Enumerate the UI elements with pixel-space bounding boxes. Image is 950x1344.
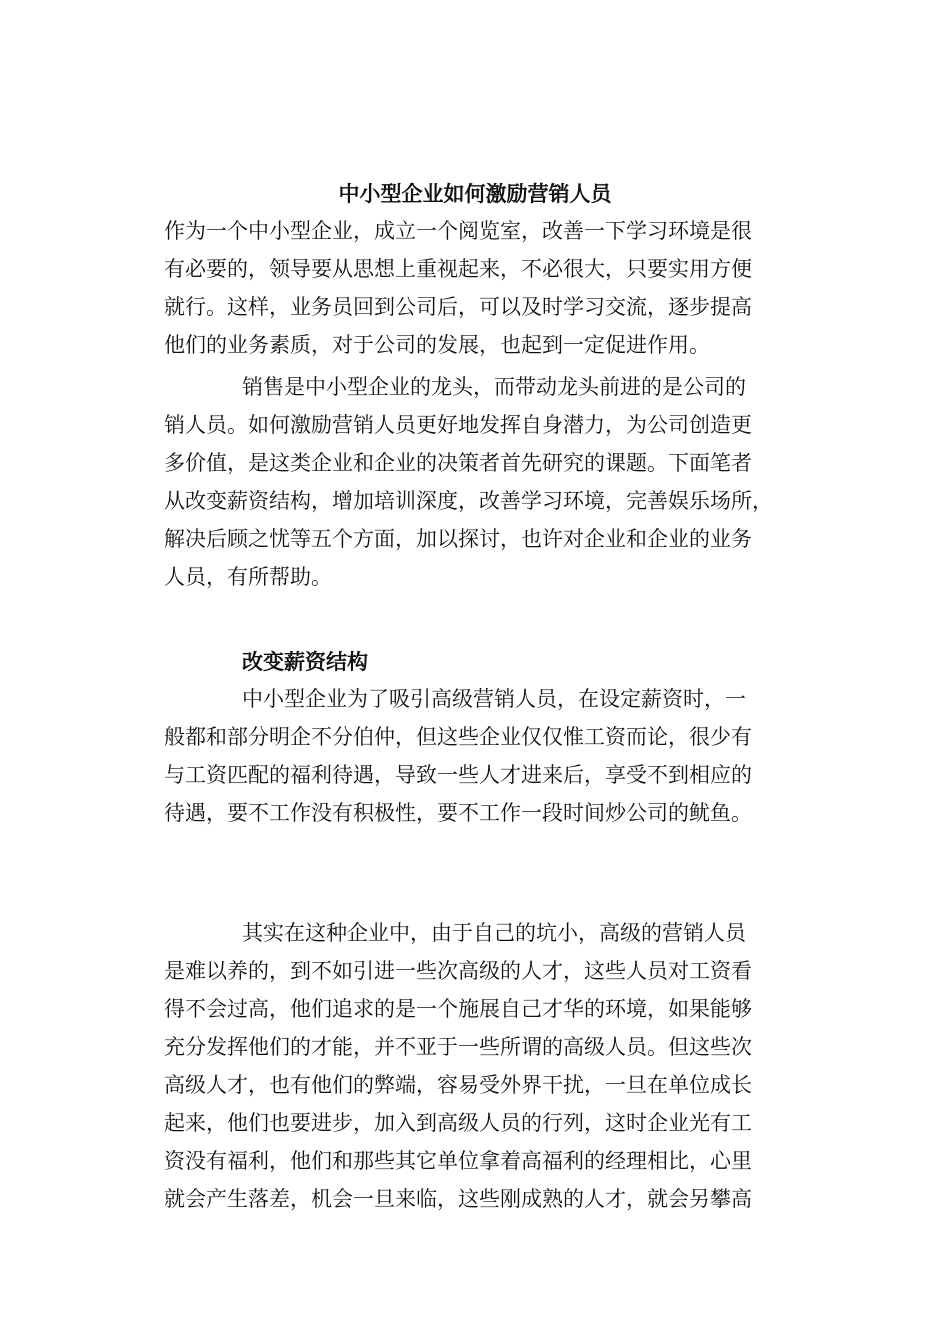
paragraph-salary-structure: [164, 680, 804, 832]
paragraph-mid-level-talent: [164, 914, 804, 1218]
text-line: 作为一个中小型企业，成立一个阅览室，改善一下学习环境是很: [164, 219, 752, 243]
text-line: 销人员。如何激励营销人员更好地发挥自身潜力，为公司创造更: [164, 413, 752, 437]
text-line: 资没有福利，他们和那些其它单位拿着高福利的经理相比，心里: [164, 1149, 752, 1173]
text-line: 他们的业务素质，对于公司的发展，也起到一定促进作用。: [164, 333, 710, 357]
paragraph-reading-room: [164, 212, 804, 364]
text-line: 充分发挥他们的才能，并不亚于一些所谓的高级人员。但这些次: [164, 1035, 752, 1059]
text-line: 般都和部分明企不分伯仲，但这些企业仅仅惟工资而论，很少有: [164, 725, 752, 749]
text-line: 得不会过高，他们追求的是一个施展自己才华的环境，如果能够: [164, 997, 752, 1021]
text-line: 就行。这样，业务员回到公司后，可以及时学习交流，逐步提高: [164, 295, 752, 319]
text-line: 高级人才，也有他们的弊端，容易受外界干扰，一旦在单位成长: [164, 1073, 752, 1097]
text-line: 销售是中小型企业的龙头，而带动龙头前进的是公司的: [242, 375, 746, 399]
document-title: 中小型企业如何激励营销人员: [338, 182, 612, 206]
text-line: 与工资匹配的福利待遇，导致一些人才进来后，享受不到相应的: [164, 763, 752, 787]
text-line: 人员，有所帮助。: [164, 565, 332, 589]
text-line: 起来，他们也要进步，加入到高级人员的行列，这时企业光有工: [164, 1111, 752, 1135]
text-line: 中小型企业为了吸引高级营销人员，在设定薪资时，一: [242, 687, 746, 711]
paragraph-introduction: [164, 368, 804, 596]
text-line: 从改变薪资结构，增加培训深度，改善学习环境，完善娱乐场所，: [164, 489, 773, 513]
text-line: 是难以养的，到不如引进一些次高级的人才，这些人员对工资看: [164, 959, 752, 983]
section-heading: 改变薪资结构: [242, 650, 368, 674]
text-line: 解决后顾之忧等五个方面，加以探讨，也许对企业和企业的业务: [164, 527, 752, 551]
text-line: 多价值，是这类企业和企业的决策者首先研究的课题。下面笔者: [164, 451, 752, 475]
text-line: 就会产生落差，机会一旦来临，这些刚成熟的人才，就会另攀高: [164, 1187, 752, 1211]
text-line: 待遇，要不工作没有积极性，要不工作一段时间炒公司的鱿鱼。: [164, 801, 752, 825]
text-line: 有必要的，领导要从思想上重视起来，不必很大，只要实用方便: [164, 257, 752, 281]
text-line: 其实在这种企业中，由于自己的坑小，高级的营销人员: [242, 921, 746, 945]
